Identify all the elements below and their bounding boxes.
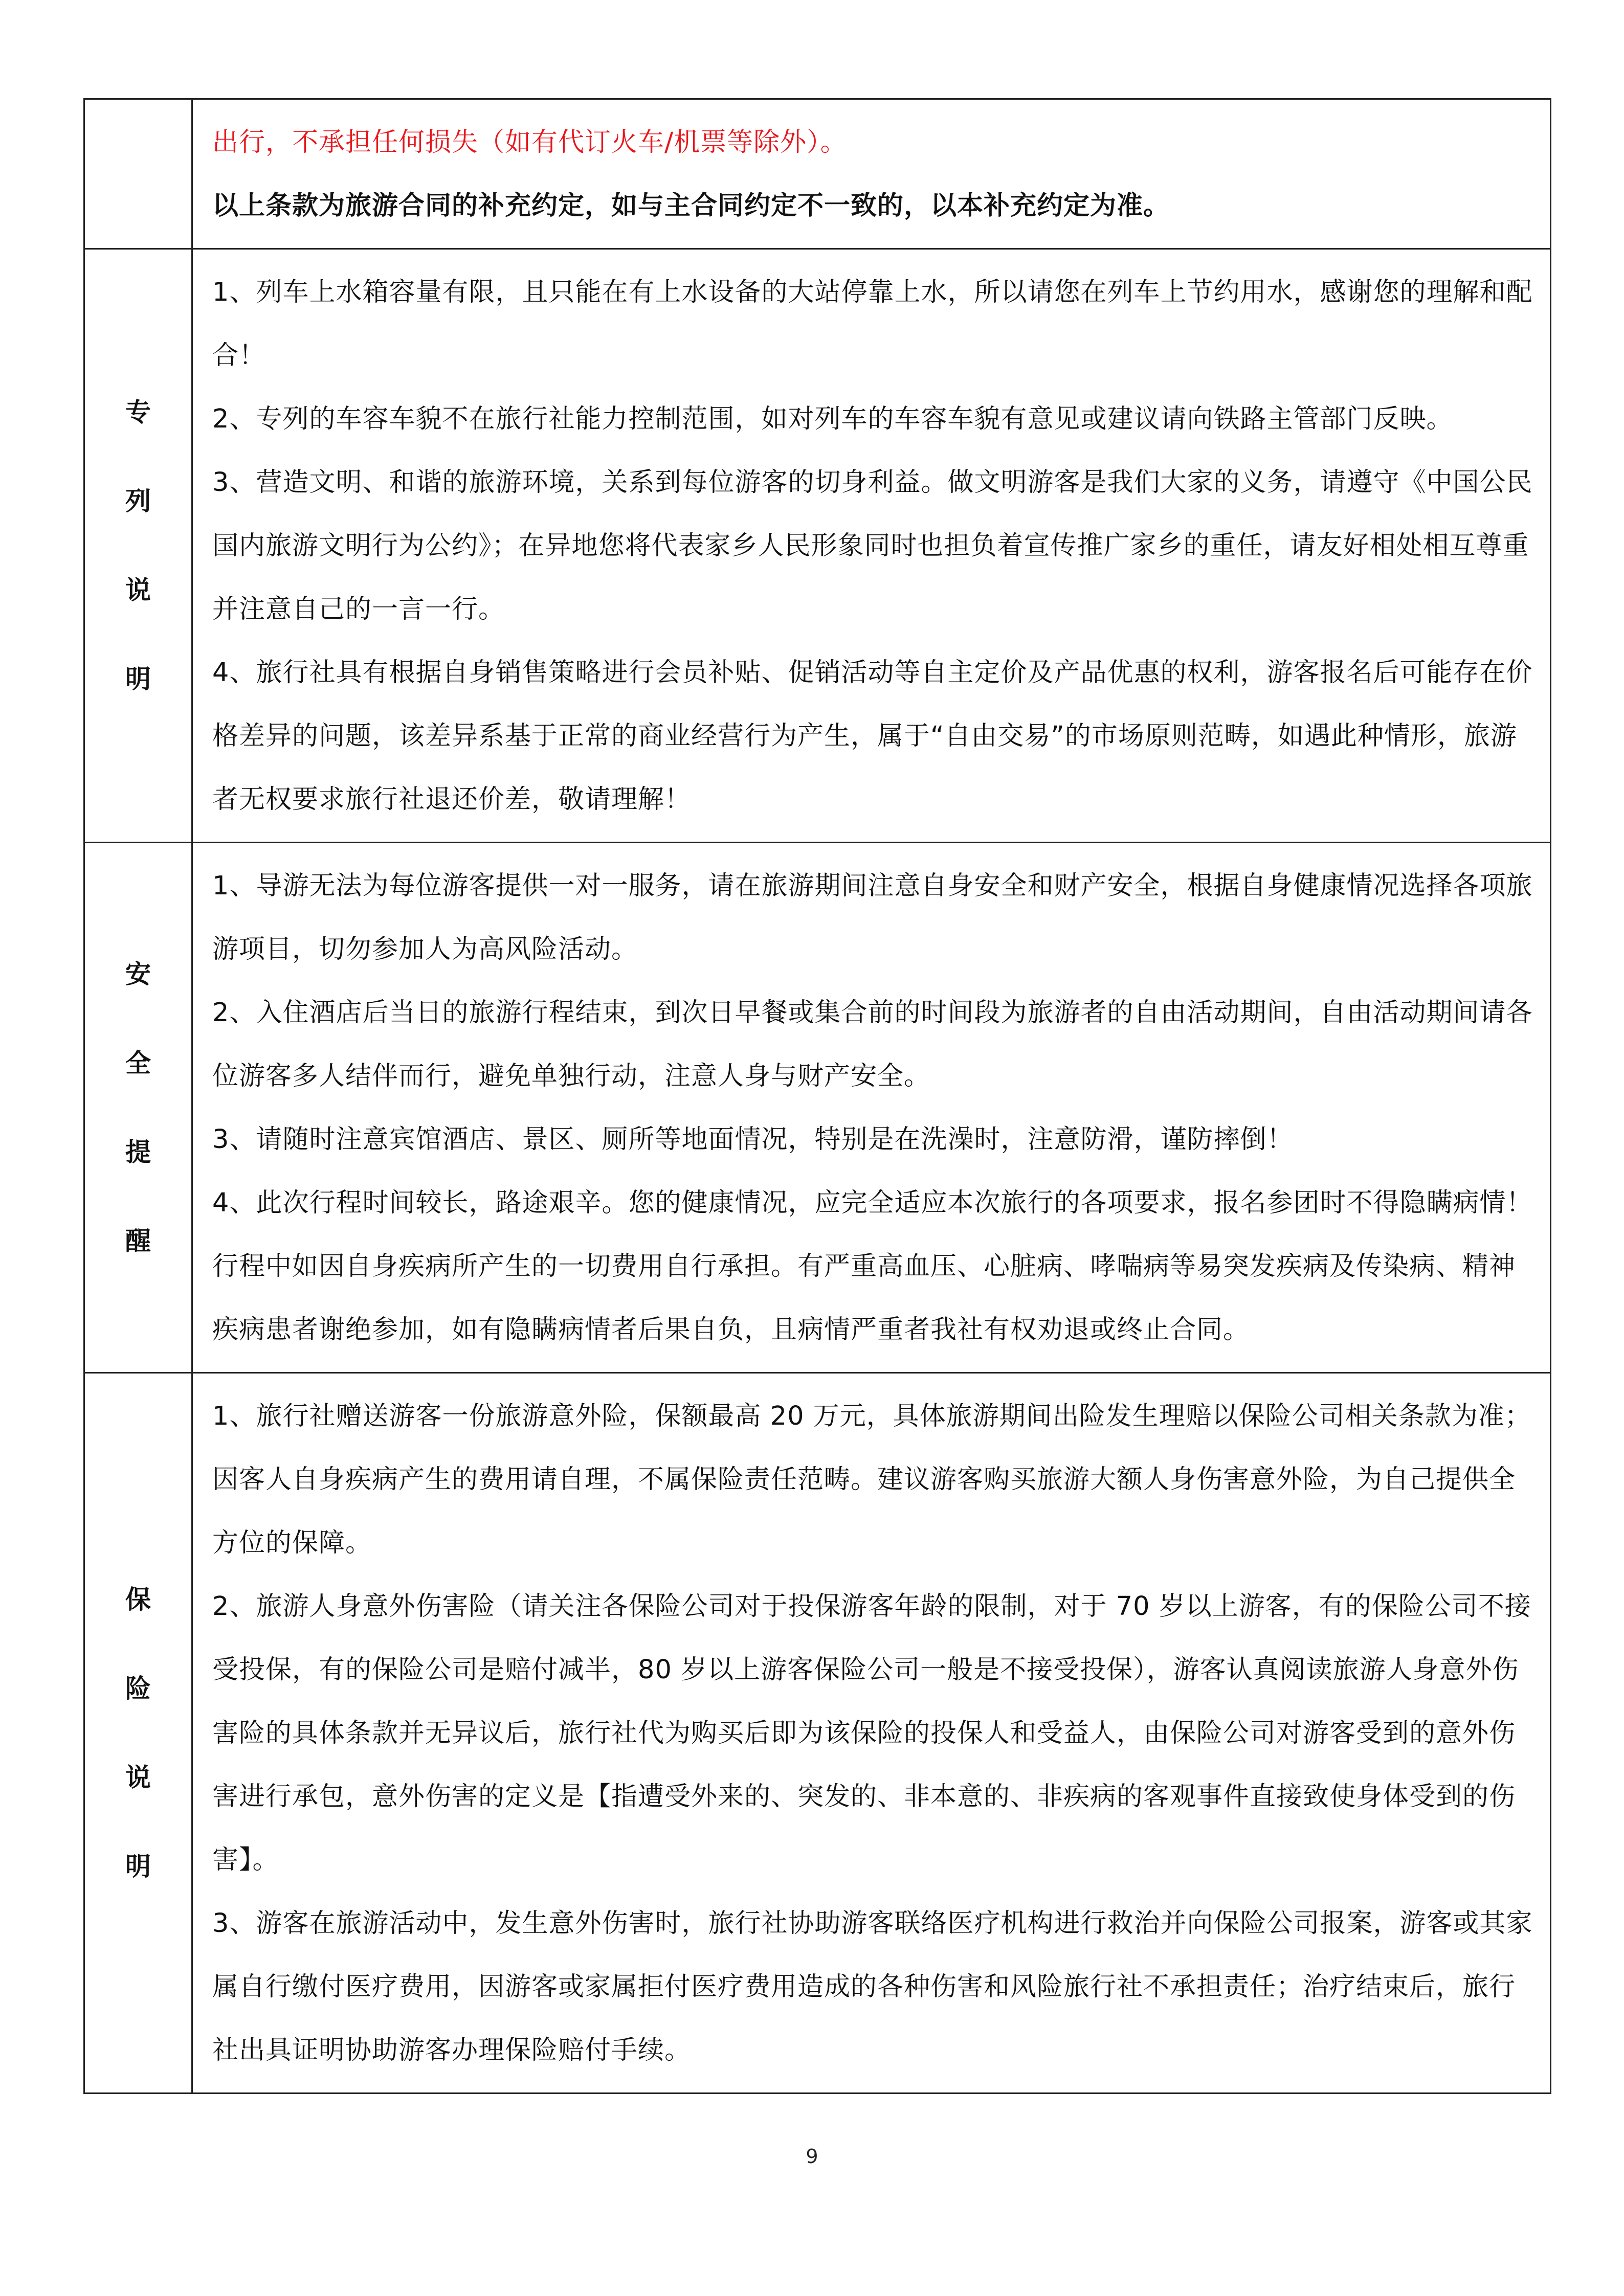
section-label-char: 保 <box>125 1585 151 1614</box>
clause-paragraph: 3、请随时注意宾馆酒店、景区、厕所等地面情况，特别是在洗澡时，注意防滑，谨防摔倒！ <box>212 1124 1294 1155</box>
section-content-cell <box>192 99 1551 249</box>
clause-paragraph: 1、旅行社赠送游客一份旅游意外险，保额最高 20 万元，具体旅游期间出险发生理赔以保险公司相关条款为准；因客人自身疾病产生的费用请自理，不属保险责任范畴。建议游客购买旅游大额人身伤害意外险，为自己提供全方位的保障。 <box>212 1401 1531 1558</box>
section-label-cell <box>84 1373 192 2094</box>
clause-paragraph: 1、列车上水箱容量有限，且只能在有上水设备的大站停靠上水，所以请您在列车上节约用水，感谢您的理解和配合！ <box>212 277 1533 371</box>
section-label-char: 明 <box>125 1852 151 1881</box>
clause-paragraph: 2、旅游人身意外伤害险（请关注各保险公司对于投保游客年龄的限制，对于 70 岁以上游客，有的保险公司不接受投保，有的保险公司是赔付减半，80 岁以上游客保险公司一般是不接受投保），游客认真阅读旅游人身意外伤害险的具体条款并无异议后，旅行社代为购买后即为该保险的投保人和受益人，由保险公司对游客受到的意外伤害进行承包，意外伤害的定义是【指遭受外来的、突发的、非本意的、非疾病的客观事件直接致使身体受到的伤害】。 <box>212 1591 1531 1875</box>
section-label-char: 全 <box>125 1048 151 1078</box>
section-content-cell <box>192 1373 1551 2094</box>
section-label-char: 说 <box>125 575 151 605</box>
section-label-char: 说 <box>125 1763 151 1792</box>
section-label-char: 险 <box>125 1674 151 1703</box>
section-content-cell <box>192 249 1551 843</box>
section-label-char: 提 <box>125 1137 151 1167</box>
table-row <box>84 99 1551 249</box>
section-label-char: 醒 <box>125 1226 151 1256</box>
section-label-cell <box>84 249 192 843</box>
page-number: 9 <box>806 2145 818 2168</box>
terms-table-body <box>84 99 1551 2094</box>
table-row <box>84 249 1551 843</box>
section-label-char: 明 <box>125 664 151 694</box>
clause-paragraph: 4、旅行社具有根据自身销售策略进行会员补贴、促销活动等自主定价及产品优惠的权利，游客报名后可能存在价格差异的问题，该差异系基于正常的商业经营行为产生，属于“自由交易”的市场原则范畴，如遇此种情形，旅游者无权要求旅行社退还价差，敬请理解！ <box>212 658 1533 815</box>
clause-paragraph: 3、营造文明、和谐的旅游环境，关系到每位游客的切身利益。做文明游客是我们大家的义务，请遵守《中国公民国内旅游文明行为公约》；在异地您将代表家乡人民形象同时也担负着宣传推广家乡的重任，请友好相处相互尊重并注意自己的一言一行。 <box>212 467 1533 624</box>
section-label-char: 安 <box>125 959 151 989</box>
table-row <box>84 843 1551 1373</box>
section-label-cell <box>84 843 192 1373</box>
clause-paragraph: 2、入住酒店后当日的旅游行程结束，到次日早餐或集合前的时间段为旅游者的自由活动期间，自由活动期间请各位游客多人结伴而行，避免单独行动，注意人身与财产安全。 <box>212 998 1533 1091</box>
clause-paragraph: 2、专列的车容车貌不在旅行社能力控制范围，如对列车的车容车貌有意见或建议请向铁路主管部门反映。 <box>212 404 1453 434</box>
clause-paragraph: 1、导游无法为每位游客提供一对一服务，请在旅游期间注意自身安全和财产安全，根据自身健康情况选择各项旅游项目，切勿参加人为高风险活动。 <box>212 871 1533 964</box>
section-label-char: 列 <box>125 486 151 516</box>
clause-paragraph: 出行，不承担任何损失（如有代订火车/机票等除外）。 <box>212 127 847 157</box>
clause-paragraph: 3、游客在旅游活动中，发生意外伤害时，旅行社协助游客联络医疗机构进行救治并向保险公司报案，游客或其家属自行缴付医疗费用，因游客或家属拒付医疗费用造成的各种伤害和风险旅行社不承担责任；治疗结束后，旅行社出具证明协助游客办理保险赔付手续。 <box>212 1908 1533 2065</box>
clause-paragraph: 以上条款为旅游合同的补充约定，如与主合同约定不一致的，以本补充约定为准。 <box>212 191 1170 221</box>
clause-paragraph: 4、此次行程时间较长，路途艰辛。您的健康情况，应完全适应本次旅行的各项要求，报名参团时不得隐瞒病情！行程中如因自身疾病所产生的一切费用自行承担。有严重高血压、心脏病、哮喘病等易突发疾病及传染病、精神疾病患者谢绝参加，如有隐瞒病情者后果自负，且病情严重者我社有权劝退或终止合同。 <box>212 1188 1533 1345</box>
section-label-cell <box>84 99 192 249</box>
section-label-char: 专 <box>125 397 151 427</box>
section-content-cell <box>192 843 1551 1373</box>
terms-table <box>83 98 1551 2094</box>
table-row <box>84 1373 1551 2094</box>
